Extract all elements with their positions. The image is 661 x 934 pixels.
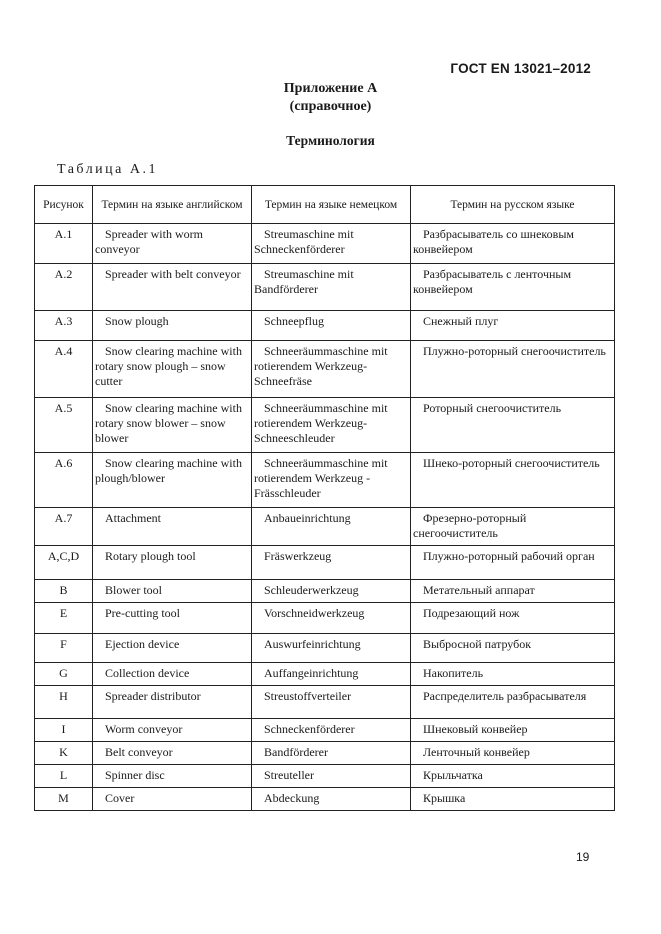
german-term-cell: Streumaschine mit Bandförderer bbox=[252, 264, 411, 311]
table-row bbox=[35, 398, 615, 453]
figure-cell: G bbox=[35, 663, 93, 686]
column-header-russian: Термин на русском языке bbox=[411, 186, 615, 224]
figure-cell: I bbox=[35, 719, 93, 742]
russian-term-cell: Разбрасыватель со шнековым конвейером bbox=[411, 224, 615, 264]
column-header-figure: Рисунок bbox=[35, 186, 93, 224]
russian-term-cell: Плужно-роторный снегоочиститель bbox=[411, 341, 615, 398]
table-row bbox=[35, 224, 615, 264]
english-term-cell: Snow plough bbox=[93, 311, 252, 341]
german-term-cell: Schneeräummaschine mit rotierendem Werkzeug-Schneeschleuder bbox=[252, 398, 411, 453]
russian-term-cell: Распределитель разбрасывателя bbox=[411, 686, 615, 719]
table-row bbox=[35, 508, 615, 546]
german-term-cell: Vorschneidwerkzeug bbox=[252, 603, 411, 634]
russian-term-cell: Накопитель bbox=[411, 663, 615, 686]
appendix-title: Приложение А bbox=[283, 81, 378, 96]
russian-term-cell: Снежный плуг bbox=[411, 311, 615, 341]
german-term-cell: Bandförderer bbox=[252, 742, 411, 765]
english-term-cell: Cover bbox=[93, 788, 252, 811]
page-number: 19 bbox=[576, 850, 590, 864]
table-row bbox=[35, 765, 615, 788]
english-term-cell: Attachment bbox=[93, 508, 252, 546]
russian-term-cell: Крыльчатка bbox=[411, 765, 615, 788]
english-term-cell: Ejection device bbox=[93, 634, 252, 663]
column-header-english: Термин на языке английском bbox=[93, 186, 252, 224]
table-row bbox=[35, 603, 615, 634]
german-term-cell: Schneepflug bbox=[252, 311, 411, 341]
table-row bbox=[35, 788, 615, 811]
table-header-row bbox=[35, 186, 615, 224]
english-term-cell: Collection device bbox=[93, 663, 252, 686]
german-term-cell: Fräswerkzeug bbox=[252, 546, 411, 580]
figure-cell: A,C,D bbox=[35, 546, 93, 580]
table-row bbox=[35, 546, 615, 580]
figure-cell: F bbox=[35, 634, 93, 663]
russian-term-cell: Подрезающий нож bbox=[411, 603, 615, 634]
english-term-cell: Snow clearing machine with plough/blower bbox=[93, 453, 252, 508]
german-term-cell: Schneeräummaschine mit rotierendem Werkzeug-Schneefräse bbox=[252, 341, 411, 398]
russian-term-cell: Фрезерно-роторный снегоочиститель bbox=[411, 508, 615, 546]
russian-term-cell: Роторный снегоочиститель bbox=[411, 398, 615, 453]
russian-term-cell: Разбрасыватель с ленточным конвейером bbox=[411, 264, 615, 311]
table-row bbox=[35, 453, 615, 508]
table-row bbox=[35, 341, 615, 398]
section-title: Терминология bbox=[286, 133, 375, 148]
russian-term-cell: Плужно-роторный рабочий орган bbox=[411, 546, 615, 580]
figure-cell: A.5 bbox=[35, 398, 93, 453]
german-term-cell: Streuteller bbox=[252, 765, 411, 788]
english-term-cell: Blower tool bbox=[93, 580, 252, 603]
russian-term-cell: Крышка bbox=[411, 788, 615, 811]
russian-term-cell: Шнековый конвейер bbox=[411, 719, 615, 742]
german-term-cell: Schneckenförderer bbox=[252, 719, 411, 742]
german-term-cell: Streustoffverteiler bbox=[252, 686, 411, 719]
german-term-cell: Anbaueinrichtung bbox=[252, 508, 411, 546]
german-term-cell: Schleuderwerkzeug bbox=[252, 580, 411, 603]
table-caption: Таблица А.1 bbox=[57, 162, 158, 177]
english-term-cell: Belt conveyor bbox=[93, 742, 252, 765]
table-row bbox=[35, 719, 615, 742]
english-term-cell: Spreader distributor bbox=[93, 686, 252, 719]
german-term-cell: Streumaschine mit Schneckenförderer bbox=[252, 224, 411, 264]
standard-designation: ГОСТ EN 13021–2012 bbox=[450, 61, 591, 76]
table-row bbox=[35, 663, 615, 686]
german-term-cell: Auffangeinrichtung bbox=[252, 663, 411, 686]
appendix-subtitle: (справочное) bbox=[289, 99, 372, 114]
russian-term-cell: Метательный аппарат bbox=[411, 580, 615, 603]
figure-cell: E bbox=[35, 603, 93, 634]
english-term-cell: Spreader with belt conveyor bbox=[93, 264, 252, 311]
german-term-cell: Abdeckung bbox=[252, 788, 411, 811]
table-row bbox=[35, 580, 615, 603]
figure-cell: M bbox=[35, 788, 93, 811]
russian-term-cell: Ленточный конвейер bbox=[411, 742, 615, 765]
figure-cell: A.6 bbox=[35, 453, 93, 508]
german-term-cell: Auswurfeinrichtung bbox=[252, 634, 411, 663]
table-row bbox=[35, 264, 615, 311]
english-term-cell: Spreader with worm conveyor bbox=[93, 224, 252, 264]
english-term-cell: Snow clearing machine with rotary snow blower – snow blower bbox=[93, 398, 252, 453]
column-header-german: Термин на языке немецком bbox=[252, 186, 411, 224]
english-term-cell: Rotary plough tool bbox=[93, 546, 252, 580]
figure-cell: B bbox=[35, 580, 93, 603]
appendix-heading bbox=[0, 80, 661, 116]
english-term-cell: Snow clearing machine with rotary snow plough – snow cutter bbox=[93, 341, 252, 398]
figure-cell: L bbox=[35, 765, 93, 788]
figure-cell: A.4 bbox=[35, 341, 93, 398]
figure-cell: A.7 bbox=[35, 508, 93, 546]
table-row bbox=[35, 686, 615, 719]
german-term-cell: Schneeräummaschine mit rotierendem Werkzeug - Frässchleuder bbox=[252, 453, 411, 508]
table-row bbox=[35, 742, 615, 765]
russian-term-cell: Шнеко-роторный снегоочиститель bbox=[411, 453, 615, 508]
figure-cell: A.3 bbox=[35, 311, 93, 341]
terminology-table bbox=[34, 185, 615, 811]
english-term-cell: Pre-cutting tool bbox=[93, 603, 252, 634]
table-row bbox=[35, 634, 615, 663]
russian-term-cell: Выбросной патрубок bbox=[411, 634, 615, 663]
english-term-cell: Spinner disc bbox=[93, 765, 252, 788]
english-term-cell: Worm conveyor bbox=[93, 719, 252, 742]
figure-cell: H bbox=[35, 686, 93, 719]
figure-cell: A.2 bbox=[35, 264, 93, 311]
table-row bbox=[35, 311, 615, 341]
figure-cell: A.1 bbox=[35, 224, 93, 264]
figure-cell: K bbox=[35, 742, 93, 765]
